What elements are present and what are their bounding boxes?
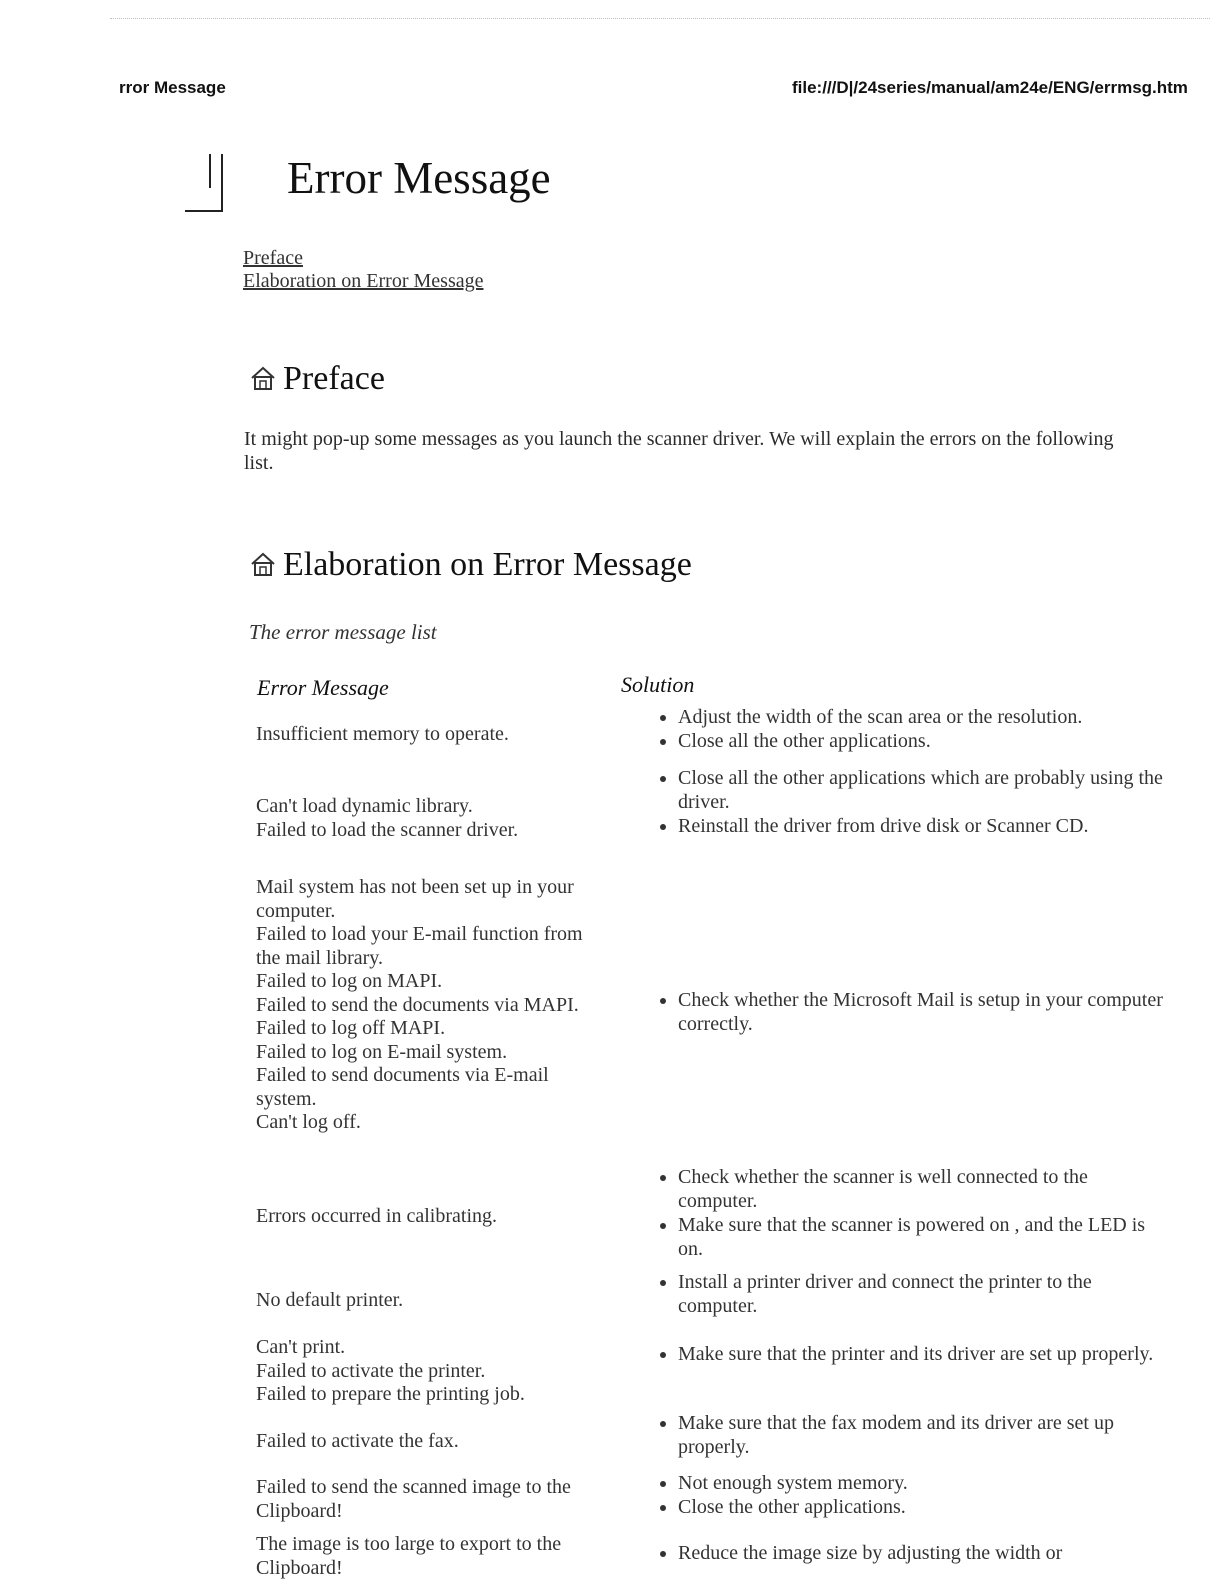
column-header-solution: Solution <box>621 672 695 697</box>
solution-item: • Close all the other applications which are probably using the driver. <box>678 766 1163 814</box>
error-message-line: Failed to log on MAPI. <box>256 970 443 992</box>
section-heading-text: Preface <box>283 360 385 397</box>
solution-item: • Close the other applications. <box>678 1495 1163 1519</box>
corner-bracket-icon <box>185 154 223 212</box>
solution-item: • Make sure that the scanner is powered on , and the LED is on. <box>678 1213 1163 1261</box>
page-title: Error Message <box>287 153 551 203</box>
error-message-cell <box>256 723 596 747</box>
error-message-cell <box>256 1336 596 1407</box>
solution-item: • Make sure that the fax modem and its driver are set up properly. <box>678 1411 1163 1459</box>
error-message-line: No default printer. <box>256 1289 404 1311</box>
error-message-cell <box>256 876 596 1135</box>
error-message-cell <box>256 795 596 842</box>
error-message-line: Errors occurred in calibrating. <box>256 1205 498 1227</box>
toc-link-preface[interactable]: Preface <box>243 247 303 269</box>
solution-list <box>656 1270 1163 1318</box>
error-message-line: Can't log off. <box>256 1111 361 1133</box>
table-of-contents <box>243 247 483 293</box>
solution-item: • Check whether the scanner is well connected to the computer. <box>678 1165 1163 1213</box>
solution-item: • Adjust the width of the scan area or the resolution. <box>678 705 1163 729</box>
error-message-line: Insufficient memory to operate. <box>256 723 509 745</box>
header-page-title: rror Message <box>119 78 226 97</box>
error-message-line: Failed to load your E-mail function from the mail library. <box>256 923 583 969</box>
error-message-line: Failed to send the documents via MAPI. <box>256 993 579 1016</box>
section-heading-elaboration <box>249 546 692 584</box>
solution-list <box>656 1411 1163 1459</box>
home-icon[interactable] <box>249 551 277 577</box>
error-message-line: Failed to activate the fax. <box>256 1430 459 1452</box>
solution-item: • Reduce the image size by adjusting the width or <box>678 1541 1163 1565</box>
header-file-path: file:///D|/24series/manual/am24e/ENG/errmsg.htm <box>792 78 1188 97</box>
toc-link-elaboration[interactable]: Elaboration on Error Message <box>243 270 484 292</box>
error-message-cell <box>256 1430 596 1454</box>
error-message-line: Can't print. <box>256 1336 346 1358</box>
solution-item: • Make sure that the printer and its driver are set up properly. <box>678 1342 1163 1366</box>
solution-list <box>656 705 1163 753</box>
column-header-error: Error Message <box>257 675 389 700</box>
table-caption: The error message list <box>249 620 437 644</box>
section-heading-preface <box>249 360 385 398</box>
scan-noise-line <box>110 18 1210 21</box>
error-message-cell <box>256 1205 596 1229</box>
solution-list <box>656 1165 1163 1261</box>
solution-item: • Reinstall the driver from drive disk or Scanner CD. <box>678 814 1163 838</box>
error-message-line: Mail system has not been set up in your computer. <box>256 876 574 922</box>
solution-item: • Install a printer driver and connect the printer to the computer. <box>678 1270 1163 1318</box>
error-message-line: Failed to log on E-mail system. <box>256 1040 508 1063</box>
solution-list <box>656 1471 1163 1519</box>
error-message-line: Failed to log off MAPI. <box>256 1017 446 1039</box>
solution-list <box>656 1541 1163 1565</box>
solution-item: • Not enough system memory. <box>678 1471 1163 1495</box>
solution-item: • Close all the other applications. <box>678 729 1163 753</box>
error-message-cell <box>256 1476 596 1523</box>
error-message-cell <box>256 1289 596 1313</box>
solution-list <box>656 988 1163 1036</box>
preface-paragraph: It might pop-up some messages as you launch the scanner driver. We will explain the errors on the following list. <box>244 428 1114 474</box>
home-icon[interactable] <box>249 365 277 391</box>
error-message-line: Failed to send the scanned image to the Clipboard! <box>256 1476 571 1522</box>
solution-list <box>656 766 1163 838</box>
solution-list <box>656 1342 1163 1366</box>
error-message-line: Can't load dynamic library. <box>256 795 473 817</box>
error-message-cell <box>256 1533 596 1580</box>
section-heading-text: Elaboration on Error Message <box>283 546 692 583</box>
error-message-line: Failed to prepare the printing job. <box>256 1383 525 1405</box>
solution-item: • Check whether the Microsoft Mail is setup in your computer correctly. <box>678 988 1163 1036</box>
error-message-line: Failed to send documents via E-mail system. <box>256 1064 549 1110</box>
error-message-line: Failed to activate the printer. <box>256 1359 486 1382</box>
error-message-line: Failed to load the scanner driver. <box>256 818 519 841</box>
error-message-line: The image is too large to export to the Clipboard! <box>256 1533 562 1579</box>
